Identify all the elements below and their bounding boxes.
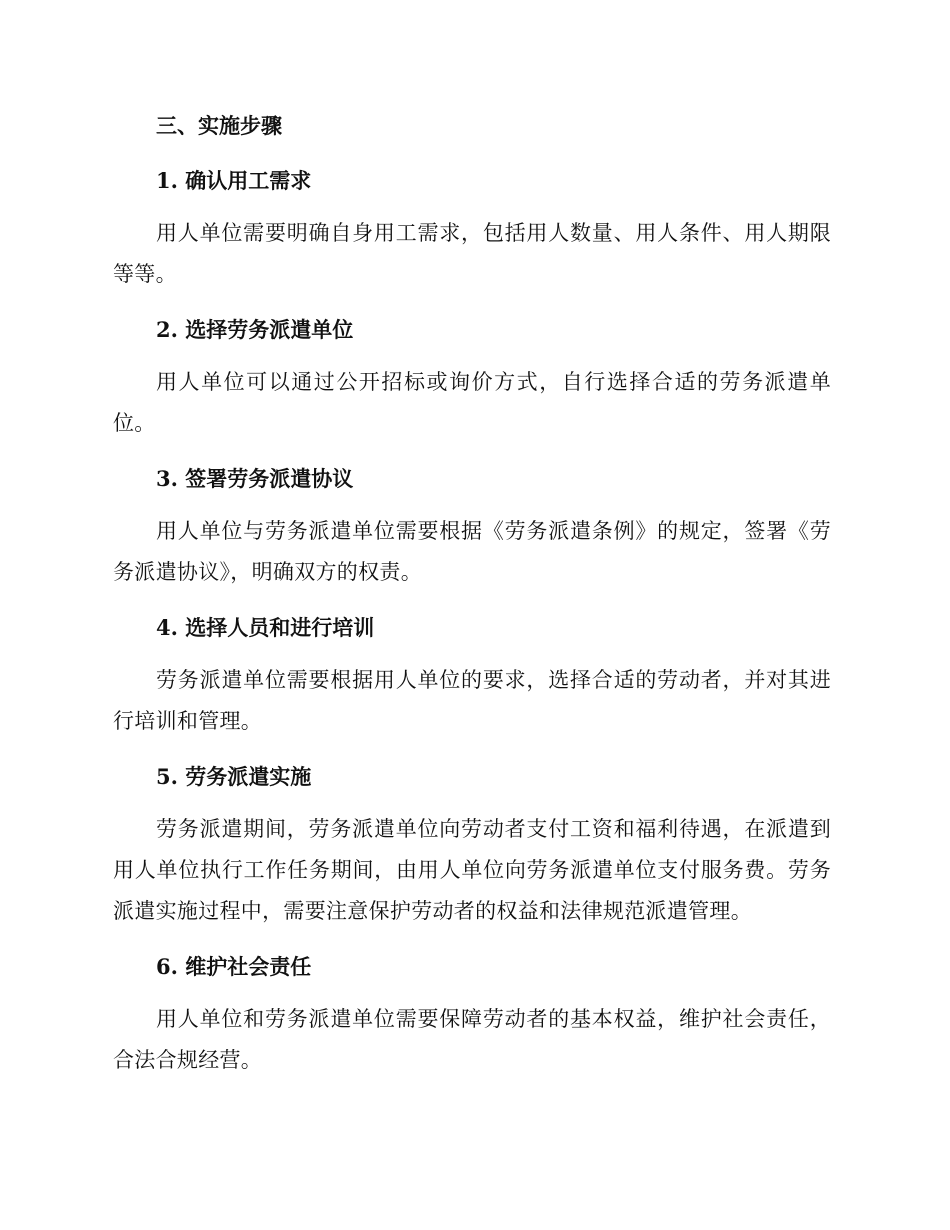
step-paragraph: 用人单位与劳务派遣单位需要根据《劳务派遣条例》的规定，签署《劳务派遣协议》，明确双方的权责。	[113, 519, 831, 584]
step-3	[113, 457, 831, 593]
step-paragraph: 劳务派遣期间，劳务派遣单位向劳动者支付工资和福利待遇，在派遣到用人单位执行工作任务期间，由用人单位向劳务派遣单位支付服务费。劳务派遣实施过程中，需要注意保护劳动者的权益和法律规范派遣管理。	[113, 817, 831, 923]
step-title: 4. 选择人员和进行培训	[156, 615, 375, 640]
step-2	[113, 308, 831, 444]
step-paragraph: 劳务派遣单位需要根据用人单位的要求，选择合适的劳动者，并对其进行培训和管理。	[113, 668, 831, 733]
step-title: 2. 选择劳务派遣单位	[156, 317, 354, 342]
step-1	[113, 159, 831, 295]
step-paragraph: 用人单位和劳务派遣单位需要保障劳动者的基本权益，维护社会责任，合法合规经营。	[113, 1007, 831, 1072]
step-4	[113, 606, 831, 742]
step-6	[113, 945, 831, 1081]
step-5	[113, 755, 831, 932]
section-title: 三、实施步骤	[156, 113, 282, 138]
step-title: 3. 签署劳务派遣协议	[156, 466, 354, 491]
step-paragraph: 用人单位需要明确自身用工需求，包括用人数量、用人条件、用人期限等等。	[113, 221, 831, 286]
step-title: 5. 劳务派遣实施	[156, 764, 312, 789]
step-title: 6. 维护社会责任	[156, 954, 312, 979]
step-title: 1. 确认用工需求	[156, 168, 312, 193]
step-paragraph: 用人单位可以通过公开招标或询价方式，自行选择合适的劳务派遣单位。	[113, 370, 831, 435]
document-body	[113, 104, 831, 1094]
